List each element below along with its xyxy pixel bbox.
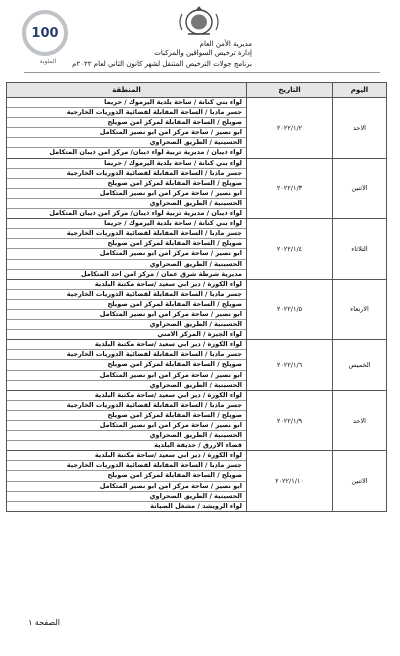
day-cell: الاحد xyxy=(333,98,387,159)
schedule-body xyxy=(7,98,387,512)
areas-cell xyxy=(7,219,247,280)
areas-cell xyxy=(7,451,247,512)
area-item: لواء بني كنانة / ساحة بلدية اليرموك / حريما xyxy=(7,219,246,229)
header-divider xyxy=(24,72,380,73)
area-item: صويلح / الساحة المقابلة لمركز امن صويلح xyxy=(7,239,246,249)
date-cell: ٢٠٢٢/١/٤ xyxy=(247,219,333,280)
area-item: لواء ذيبان / مديرية تربية لواء ذيبان/ مركز امن ذيبان المتكامل xyxy=(49,209,242,218)
date-cell: ٢٠٢٢/١/٥ xyxy=(247,279,333,340)
area-item: لواء الجيزة / المركز الامني xyxy=(157,330,242,339)
area-item: صويلح / الساحة المقابلة لمركز امن صويلح xyxy=(7,360,246,370)
area-item: صويلح / الساحة المقابلة لمركز امن صويلح xyxy=(7,179,246,189)
area-item: صويلح / الساحة المقابلة لمركز امن صويلح xyxy=(7,300,246,310)
areas-cell xyxy=(7,340,247,390)
centennial-logo-text: 100 xyxy=(31,25,59,41)
area-item: لواء بني كنانة / ساحة بلدية اليرموك / حريما xyxy=(7,98,246,108)
area-item: الحسينية / الطريق الصحراوي xyxy=(149,380,242,389)
date-cell: ٢٠٢٢/١/٩ xyxy=(247,390,333,451)
table-row xyxy=(7,158,387,219)
area-item: ابو نصير / ساحة مركز امن ابو نصير المتكامل xyxy=(7,421,246,431)
table-row xyxy=(7,98,387,159)
areas-cell xyxy=(7,279,247,340)
area-item: صويلح / الساحة المقابلة لمركز امن صويلح xyxy=(7,471,246,481)
area-item: قضاء الازرق / حديقة البلدية xyxy=(154,441,242,450)
area-item: لواء الكورة / دير ابي سعيد /ساحة مكتبة البلدية xyxy=(7,451,246,461)
area-item: جسر مادبا / الساحة المقابلة لقضائية الدوريات الخارجية xyxy=(7,461,246,471)
area-item: لواء الكورة / دير ابي سعيد /ساحة مكتبة البلدية xyxy=(7,391,246,401)
public-security-emblem-icon xyxy=(176,4,222,38)
column-header-date: التاريخ xyxy=(247,83,333,98)
area-item: لواء الكورة / دير ابي سعيد /ساحة مكتبة البلدية xyxy=(7,340,246,350)
area-item: جسر مادبا / الساحة المقابلة لقضائية الدوريات الخارجية xyxy=(7,169,246,179)
area-item: لواء بني كنانة / ساحة بلدية اليرموك / حريما xyxy=(7,159,246,169)
area-item: لواء ذيبان / مديرية تربية لواء ذيبان/ مركز امن ذيبان المتكامل xyxy=(49,148,242,157)
directorate-title: مديرية الأمن العام xyxy=(199,40,252,48)
area-item: ابو نصير / ساحة مركز امن ابو نصير المتكامل xyxy=(7,310,246,320)
area-item: لواء الكورة / دير ابي سعيد /ساحة مكتبة البلدية xyxy=(7,280,246,290)
area-item: الحسينية / الطريق الصحراوي xyxy=(7,492,246,502)
column-header-day: اليوم xyxy=(333,83,387,98)
table-row xyxy=(7,279,387,340)
area-item: ابو نصير / ساحة مركز امن ابو نصير المتكامل xyxy=(7,128,246,138)
day-cell: الاربعاء xyxy=(333,279,387,340)
page-header xyxy=(0,0,400,80)
area-item: صويلح / الساحة المقابلة لمركز امن صويلح xyxy=(7,411,246,421)
table-row xyxy=(7,340,387,390)
area-item: جسر مادبا / الساحة المقابلة لقضائية الدوريات الخارجية xyxy=(7,290,246,300)
department-title: إدارة ترخيص السواقين والمركبات xyxy=(154,49,252,57)
area-item: ابو نصير / ساحة مركز امن ابو نصير المتكامل xyxy=(7,371,246,381)
schedule-table xyxy=(6,82,387,512)
page-number: الصفحة ١ xyxy=(28,618,60,627)
table-row xyxy=(7,390,387,451)
date-cell: ٢٠٢٢/١/٦ xyxy=(247,340,333,390)
date-cell: ٢٠٢٢/١/٢ xyxy=(247,98,333,159)
centennial-logo-subtitle: المئوية xyxy=(39,58,57,65)
area-item: لواء الرويشد / مشغل الصيانة xyxy=(150,501,242,510)
column-header-area: المنطقة xyxy=(7,83,247,98)
day-cell: الاثنين xyxy=(333,451,387,512)
area-item: ابو نصير / ساحة مركز امن ابو نصير المتكامل xyxy=(7,482,246,492)
area-item: جسر مادبا / الساحة المقابلة لقضائية الدوريات الخارجية xyxy=(7,229,246,239)
date-cell: ٢٠٢٢/١/١٠ xyxy=(247,451,333,512)
area-item: ابو نصير / ساحة مركز امن ابو نصير المتكامل xyxy=(7,189,246,199)
day-cell: الاثنين xyxy=(333,158,387,219)
areas-cell xyxy=(7,98,247,159)
area-item: مديرية شرطة شرق عمان / مركز امن احد المتكامل xyxy=(80,269,242,278)
area-item: صويلح / الساحة المقابلة لمركز امن صويلح xyxy=(7,118,246,128)
table-header-row xyxy=(7,83,387,98)
area-item: الحسينية / الطريق الصحراوي xyxy=(7,320,246,330)
area-item: الحسينية / الطريق الصحراوي xyxy=(7,260,246,270)
area-item: جسر مادبا / الساحة المقابلة لقضائية الدوريات الخارجية xyxy=(7,350,246,360)
areas-cell xyxy=(7,158,247,219)
area-item: ابو نصير / ساحة مركز امن ابو نصير المتكامل xyxy=(7,249,246,259)
day-cell: الخميس xyxy=(333,340,387,390)
areas-cell xyxy=(7,390,247,451)
centennial-logo xyxy=(22,10,68,56)
area-item: جسر مادبا / الساحة المقابلة لقضائية الدوريات الخارجية xyxy=(7,108,246,118)
date-cell: ٢٠٢٢/١/٣ xyxy=(247,158,333,219)
table-row xyxy=(7,451,387,512)
area-item: جسر مادبا / الساحة المقابلة لقضائية الدوريات الخارجية xyxy=(7,401,246,411)
area-item: الحسينية / الطريق الصحراوي xyxy=(7,199,246,209)
table-row xyxy=(7,219,387,280)
program-title: برنامج جولات الترخيص المتنقل لشهر كانون الثاني لعام ٢٠٢٢م xyxy=(72,60,252,68)
day-cell: الاحد xyxy=(333,390,387,451)
area-item: الحسينية / الطريق الصحراوي xyxy=(7,138,246,148)
day-cell: الثلاثاء xyxy=(333,219,387,280)
area-item: الحسينية / الطريق الصحراوي xyxy=(7,431,246,441)
